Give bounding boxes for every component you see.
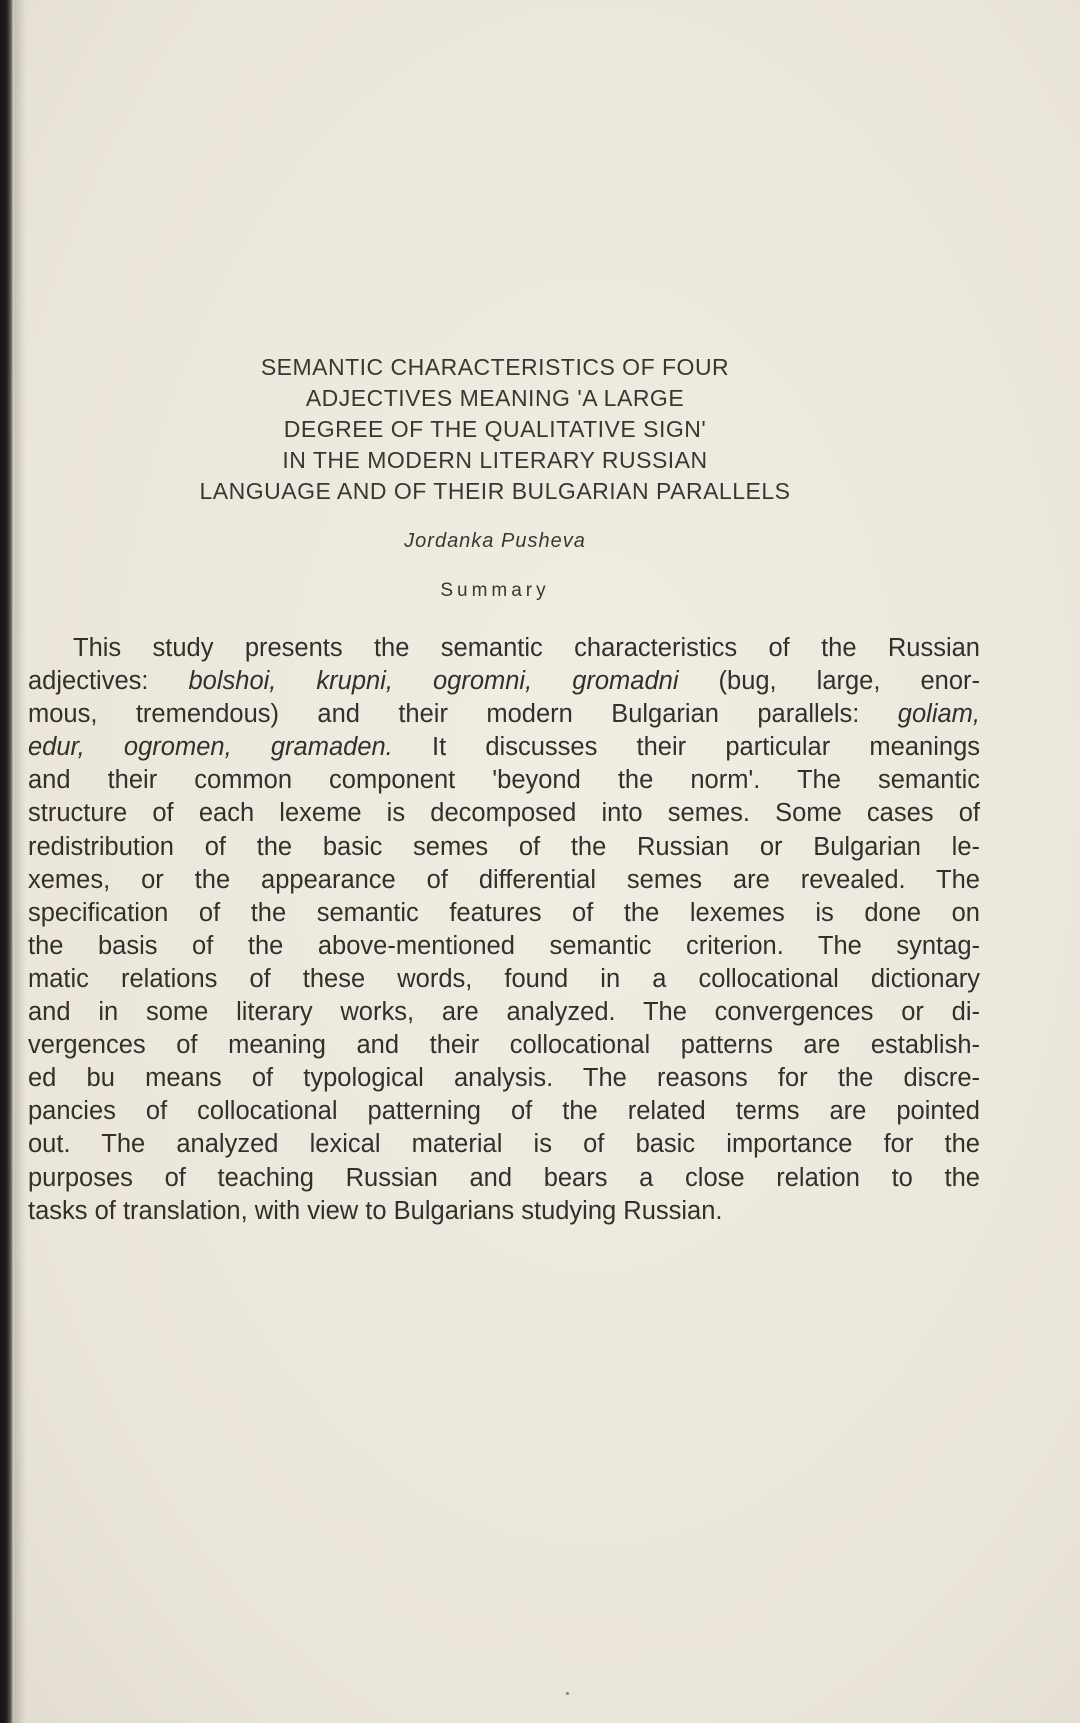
paragraph-line bbox=[28, 665, 980, 698]
paragraph-line: the basis of the above-mentioned semantic criterion. The syntag- bbox=[28, 931, 980, 960]
text-run: adjectives: bbox=[28, 667, 189, 696]
paragraph-line: matic relations of these words, found in a collocational dictionary bbox=[28, 964, 980, 993]
title-line: DEGREE OF THE QUALITATIVE SIGN' bbox=[283, 416, 707, 442]
article-title bbox=[100, 352, 890, 507]
paragraph-line: ed bu means of typological analysis. The reasons for the discre- bbox=[28, 1064, 980, 1093]
paragraph-line: out. The analyzed lexical material is of basic importance for the bbox=[28, 1130, 980, 1159]
text-run: It discusses their particular meanings bbox=[392, 733, 980, 762]
paragraph-line: This study presents the semantic characteristics of the Russian bbox=[73, 634, 980, 662]
title-line: LANGUAGE AND OF THEIR BULGARIAN PARALLELS bbox=[199, 478, 791, 504]
summary-heading: Summary bbox=[440, 580, 550, 601]
text-run: mous, tremendous) and their modern Bulgarian parallels: bbox=[28, 700, 898, 729]
title-line: IN THE MODERN LITERARY RUSSIAN bbox=[282, 447, 708, 473]
title-line: SEMANTIC CHARACTERISTICS OF FOUR bbox=[260, 354, 730, 380]
paragraph-line: tasks of translation, with view to Bulgarians studying Russian. bbox=[28, 1196, 723, 1225]
paragraph-line: redistribution of the basic semes of the Russian or Bulgarian le- bbox=[28, 832, 980, 861]
italic-terms: goliam, bbox=[897, 700, 980, 729]
gutter-shadow bbox=[14, 0, 26, 1723]
text-run: (bug, large, enor- bbox=[678, 667, 980, 696]
paper-speck bbox=[566, 1692, 569, 1695]
paragraph-line: and in some literary works, are analyzed. The convergences or di- bbox=[28, 998, 980, 1027]
author-name: Jordanka Pusheva bbox=[404, 530, 586, 552]
paragraph-line: vergences of meaning and their collocational patterns are establish- bbox=[28, 1031, 980, 1060]
book-spine-shadow bbox=[0, 0, 14, 1723]
paragraph-line: structure of each lexeme is decomposed into semes. Some cases of bbox=[28, 799, 980, 828]
italic-terms: bolshoi, krupni, ogromni, gromadni bbox=[188, 667, 679, 696]
paragraph-line bbox=[28, 731, 980, 764]
paragraph-line: purposes of teaching Russian and bears a close relation to the bbox=[28, 1163, 980, 1192]
title-line: ADJECTIVES MEANING 'A LARGE bbox=[305, 385, 685, 411]
paragraph-line bbox=[28, 698, 980, 731]
paragraph-line: and their common component 'beyond the norm'. The semantic bbox=[28, 766, 980, 795]
paragraph-line: pancies of collocational patterning of the related terms are pointed bbox=[28, 1097, 980, 1126]
summary-paragraph bbox=[28, 632, 980, 1228]
italic-terms: edur, ogromen, gramaden. bbox=[28, 733, 393, 762]
paragraph-line: specification of the semantic features of the lexemes is done on bbox=[28, 898, 980, 927]
paragraph-line: xemes, or the appearance of differential semes are revealed. The bbox=[28, 865, 980, 894]
